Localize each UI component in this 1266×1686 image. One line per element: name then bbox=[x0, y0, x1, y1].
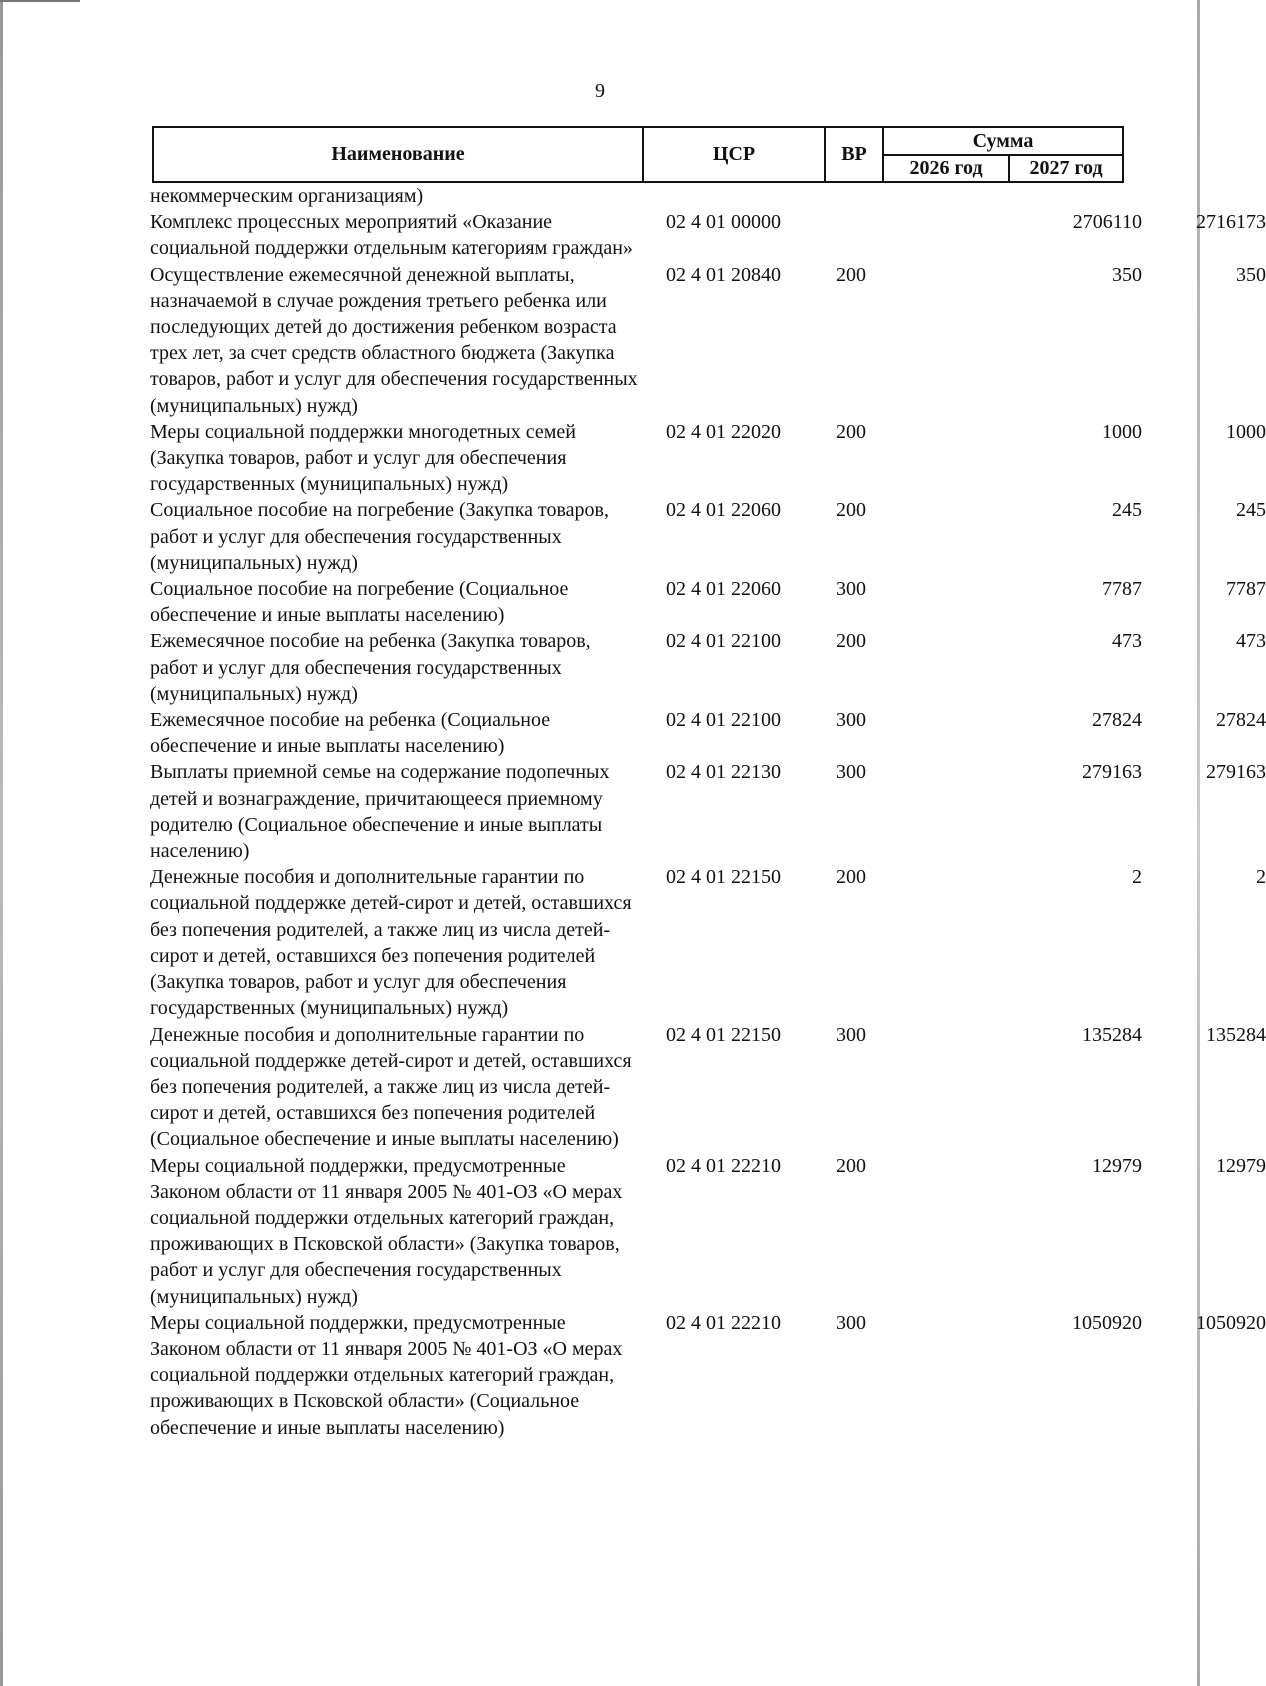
row-vr: 200 bbox=[836, 630, 866, 653]
header-year-2026: 2026 год bbox=[909, 157, 983, 179]
row-name: Меры социальной поддержки, предусмотренные Законом области от 11 января 2005 № 401-ОЗ «О мерах социальной поддержки отдельных категорий граждан, проживающих в Псковской области» (Закупка товаров, работ и услуг для обеспечения государственных (муниципальных) нужд) bbox=[150, 1154, 623, 1308]
row-csr: 02 4 01 22020 bbox=[666, 420, 781, 443]
table-row bbox=[150, 1310, 1266, 1441]
row-vr: 300 bbox=[836, 1311, 866, 1334]
row-vr: 300 bbox=[836, 578, 866, 601]
row-sum-2027: 279163 bbox=[1206, 761, 1266, 784]
row-name: Меры социальной поддержки, предусмотренные Законом области от 11 января 2005 № 401-ОЗ «О мерах социальной поддержки отдельных категорий граждан, проживающих в Псковской области» (Социальное обеспечение и иные выплаты населению) bbox=[150, 1311, 623, 1439]
header-name: Наименование bbox=[331, 143, 465, 165]
row-sum-2026: 279163 bbox=[1082, 761, 1142, 784]
row-sum-2027: 1050920 bbox=[1196, 1311, 1266, 1334]
table-row bbox=[150, 497, 1266, 576]
table-row bbox=[150, 576, 1266, 628]
row-sum-2027: 245 bbox=[1236, 499, 1266, 522]
row-sum-2026: 350 bbox=[1112, 263, 1142, 286]
row-vr: 200 bbox=[836, 263, 866, 286]
table-row bbox=[150, 262, 1266, 419]
row-vr: 300 bbox=[836, 709, 866, 732]
row-sum-2026: 135284 bbox=[1082, 1023, 1142, 1046]
row-name: Денежные пособия и дополнительные гарантии по социальной поддержке детей-сирот и детей, оставшихся без попечения родителей, а также лиц из числа детей-сирот и детей, оставшихся без попечения родителей (Закупка товаров, работ и услуг для обеспечения государственных (муниципальных) нужд) bbox=[150, 866, 632, 1020]
table-body bbox=[150, 183, 1266, 1441]
row-sum-2027: 350 bbox=[1236, 263, 1266, 286]
row-csr: 02 4 01 20840 bbox=[666, 263, 781, 286]
row-csr: 02 4 01 22150 bbox=[666, 1023, 781, 1046]
table-row bbox=[150, 707, 1266, 759]
row-sum-2026: 12979 bbox=[1092, 1154, 1142, 1177]
row-name: Меры социальной поддержки многодетных семей (Закупка товаров, работ и услуг для обеспечения государственных (муниципальных) нужд) bbox=[150, 420, 576, 496]
row-csr: 02 4 01 00000 bbox=[666, 211, 781, 234]
table-row bbox=[150, 419, 1266, 498]
row-sum-2027: 1000 bbox=[1226, 420, 1266, 443]
table-row bbox=[150, 864, 1266, 1021]
row-csr: 02 4 01 22100 bbox=[666, 630, 781, 653]
row-csr: 02 4 01 22150 bbox=[666, 866, 781, 889]
row-sum-2026: 2706110 bbox=[1072, 211, 1142, 234]
header-vr: ВР bbox=[841, 143, 867, 165]
row-vr: 300 bbox=[836, 761, 866, 784]
row-vr: 200 bbox=[836, 499, 866, 522]
table-row bbox=[150, 209, 1266, 261]
row-csr: 02 4 01 22060 bbox=[666, 499, 781, 522]
table-row bbox=[150, 628, 1266, 707]
row-csr: 02 4 01 22060 bbox=[666, 578, 781, 601]
header-csr: ЦСР bbox=[712, 143, 756, 165]
row-sum-2026: 245 bbox=[1112, 499, 1142, 522]
row-sum-2027: 27824 bbox=[1216, 709, 1266, 732]
table-row bbox=[150, 183, 1130, 209]
header-year-2027: 2027 год bbox=[1029, 157, 1103, 179]
row-name: Денежные пособия и дополнительные гарантии по социальной поддержке детей-сирот и детей, оставшихся без попечения родителей, а также лиц из числа детей-сирот и детей, оставшихся без попечения родителей (Социальное обеспечение и иные выплаты населению) bbox=[150, 1023, 632, 1151]
row-vr: 200 bbox=[836, 1154, 866, 1177]
row-sum-2027: 2 bbox=[1256, 866, 1266, 889]
row-sum-2027: 2716173 bbox=[1196, 211, 1266, 234]
scan-edge-left bbox=[0, 0, 3, 1686]
row-sum-2026: 1000 bbox=[1102, 420, 1142, 443]
row-csr: 02 4 01 22130 bbox=[666, 761, 781, 784]
row-name: Осуществление ежемесячной денежной выплаты, назначаемой в случае рождения третьего ребенка или последующих детей до достижения ребенком возраста трех лет, за счет средств областного бюджета (Закупка товаров, работ и услуг для обеспечения государственных (муниципальных) нужд) bbox=[150, 263, 638, 417]
row-sum-2026: 473 bbox=[1112, 630, 1142, 653]
row-sum-2027: 135284 bbox=[1206, 1023, 1266, 1046]
row-vr: 200 bbox=[836, 420, 866, 443]
table-row bbox=[150, 759, 1266, 864]
row-name: Ежемесячное пособие на ребенка (Закупка товаров, работ и услуг для обеспечения государственных (муниципальных) нужд) bbox=[150, 630, 591, 705]
row-sum-2026: 7787 bbox=[1102, 578, 1142, 601]
row-sum-2026: 2 bbox=[1132, 866, 1142, 889]
table-row bbox=[150, 1022, 1266, 1153]
row-csr: 02 4 01 22210 bbox=[666, 1311, 781, 1334]
row-name: Выплаты приемной семье на содержание подопечных детей и вознаграждение, причитающееся приемному родителю (Социальное обеспечение и иные выплаты населению) bbox=[150, 761, 610, 863]
row-sum-2027: 12979 bbox=[1216, 1154, 1266, 1177]
row-sum-2027: 7787 bbox=[1226, 578, 1266, 601]
row-sum-2027: 473 bbox=[1236, 630, 1266, 653]
row-csr: 02 4 01 22210 bbox=[666, 1154, 781, 1177]
row-vr: 300 bbox=[836, 1023, 866, 1046]
scan-edge-right bbox=[1197, 0, 1200, 1686]
row-name: Комплекс процессных мероприятий «Оказание социальной поддержки отдельным категориям граждан» bbox=[150, 211, 633, 260]
row-name: Социальное пособие на погребение (Закупка товаров, работ и услуг для обеспечения государственных (муниципальных) нужд) bbox=[150, 499, 609, 574]
page-number: 9 bbox=[595, 80, 605, 102]
row-name: Ежемесячное пособие на ребенка (Социальное обеспечение и иные выплаты населению) bbox=[150, 709, 551, 758]
table-row bbox=[150, 1153, 1266, 1310]
row-sum-2026: 27824 bbox=[1092, 709, 1142, 732]
table-header bbox=[152, 126, 1124, 183]
row-name: Социальное пособие на погребение (Социальное обеспечение и иные выплаты населению) bbox=[150, 578, 569, 627]
row-sum-2026: 1050920 bbox=[1072, 1311, 1142, 1334]
header-sum: Сумма bbox=[972, 129, 1034, 152]
row-vr: 200 bbox=[836, 866, 866, 889]
scan-artifact-line bbox=[0, 0, 80, 2]
row-csr: 02 4 01 22100 bbox=[666, 709, 781, 732]
row-name: некоммерческим организациям) bbox=[150, 185, 424, 207]
